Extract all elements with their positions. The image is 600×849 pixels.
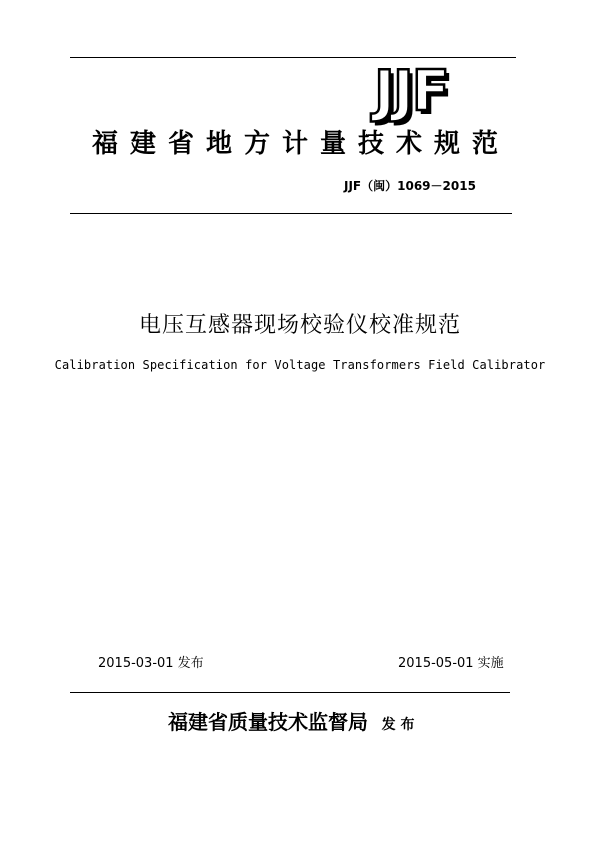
issuer-name: 福建省质量技术监督局 xyxy=(168,710,368,734)
header-divider xyxy=(70,213,512,214)
issuer-block xyxy=(168,708,414,736)
top-divider xyxy=(70,57,516,58)
jjf-logo xyxy=(374,59,520,124)
logo-hatch-pattern xyxy=(374,59,520,124)
standard-number: JJF（闽）1069－2015 xyxy=(344,179,476,193)
issue-date: 2015-03-01 发布 xyxy=(98,656,204,671)
document-title-en: Calibration Specification for Voltage Transformers Field Calibrator xyxy=(54,358,546,372)
document-title-zh: 电压互感器现场校验仪校准规范 xyxy=(138,313,461,338)
footer-divider xyxy=(70,692,510,693)
issuer-suffix: 发 布 xyxy=(381,717,415,733)
org-title: 福建省地方计量技术规范 xyxy=(92,129,511,159)
jjf-logo-text: JJF xyxy=(374,59,448,124)
effective-date: 2015-05-01 实施 xyxy=(398,656,504,671)
